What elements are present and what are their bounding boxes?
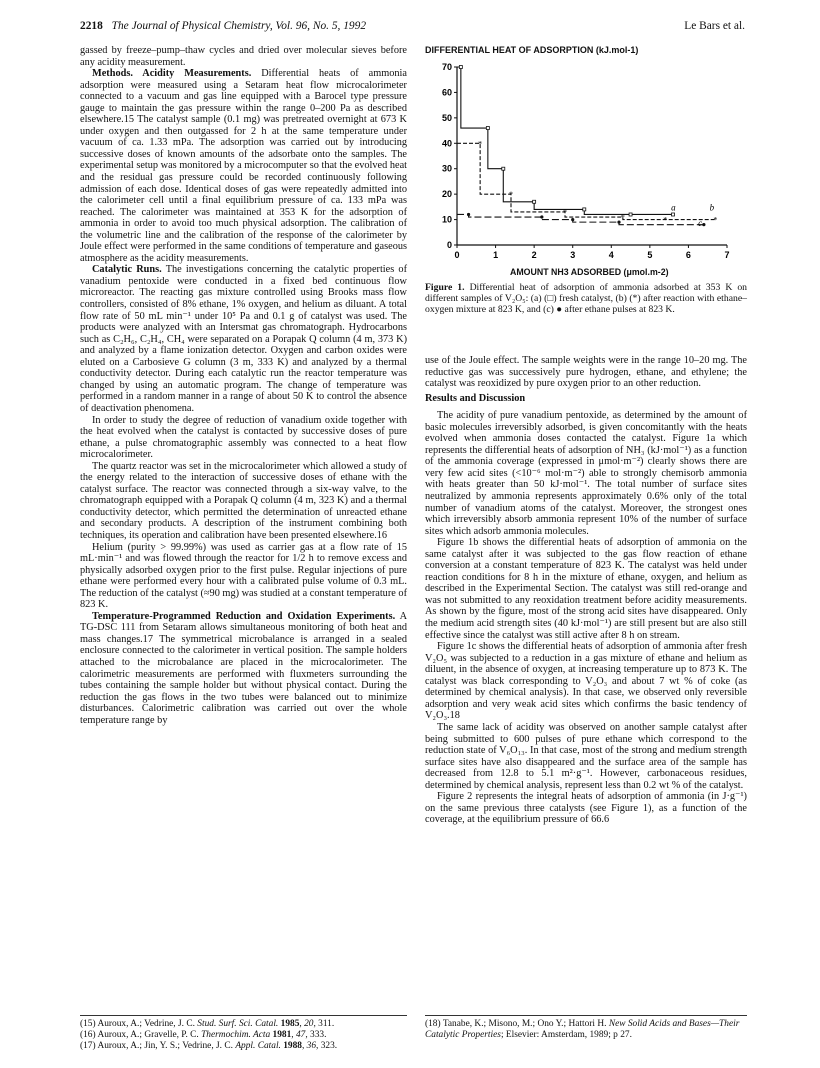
footnote: (16) Auroux, A.; Gravelle, P. C. Thermochim. Acta 1981, 47, 333. [80, 1030, 327, 1040]
data-point [502, 167, 505, 170]
paragraph: The quartz reactor was set in the microcalorimeter which allowed a study of the energy related to the interaction of successive doses of ethane with the catalyst surface. The reactor was connected through a six-way valve, to the chromatograph equipped with a Porapak Q column (4 m, 323 K) and a thermal conductivity detector, which permitted the determination of unreacted ethane and secondary products. A description of the instrument combining both techniques, its operation and calibration have been presented elsewhere.16 [80, 460, 407, 541]
paragraph-catalytic [80, 264, 407, 414]
figure-1-chart [425, 45, 750, 280]
chart-title: DIFFERENTIAL HEAT OF ADSORPTION (kJ.mol-1) [425, 45, 639, 55]
data-point: * [563, 207, 567, 217]
footnote-rule [425, 1015, 747, 1016]
x-tick-label: 0 [454, 250, 460, 260]
x-tick-label: 6 [685, 250, 691, 260]
footnote-volume: 36 [306, 1041, 317, 1051]
paragraph: Figure 1c shows the differential heats of adsorption of ammonia after fresh V₂O₅ was subjected to a reduction in a gas mixture of ethane and helium as diluent, in the absence of oxygen, at increasing temperature up to 873 K. The catalyst was black corresponding to V₂O₃ and about 7 wt % of coke (as determined by chemical analysis). In that case, we observed only reversible adsorption and very weak acid sites which confirms the basic tendency of V₂O₃.18 [425, 641, 747, 722]
footnote-book-title: New Solid Acids and Bases—Their Catalytic Properties [425, 1019, 740, 1040]
footnote-page: 323. [320, 1041, 338, 1051]
data-point [702, 223, 705, 226]
footnote-authors: Tanabe, K.; Misono, M.; Ono Y.; Hattori H. [442, 1019, 607, 1029]
right-column [425, 355, 747, 826]
left-column [80, 45, 407, 726]
x-axis-label: AMOUNT NH3 ADSORBED (μmol.m-2) [510, 267, 669, 277]
data-point [629, 213, 632, 216]
footnotes-right [425, 1015, 747, 1041]
data-point [583, 208, 586, 211]
paragraph: gassed by freeze–pump–thaw cycles and dried over molecular sieves before any acidity measurement. [80, 45, 407, 68]
chart-svg [425, 45, 750, 280]
page-header [80, 20, 745, 36]
caption-label: Figure 1. [425, 282, 465, 293]
footnote-volume: 20 [304, 1019, 314, 1029]
footnote-page: 311. [318, 1019, 335, 1029]
footnote [425, 1019, 747, 1041]
run-in-heading: Temperature-Programmed Reduction and Oxidation Experiments. [92, 610, 396, 622]
paragraph: Figure 1b shows the differential heats of adsorption of ammonia on the same catalyst after it was subjected to the gas flow reaction of ethane conversion at a constant temperature of 823 K. The catalyst was held under reaction conditions for 8 h in the mixture of ethane, oxygen, and helium as described in the Experimental Section. The catalyst was still red-orange and was not submitted to any reoxidation treatment before acidity measurements. As shown by the figure, most of the strong acid sites have disappeared. Only the medium acid strength sites (40 kJ·mol⁻¹) are still present but are also still effective since the catalyst was still active after 8 h on stream. [425, 537, 747, 641]
y-tick-label: 20 [441, 189, 452, 200]
x-tick-label: 7 [724, 250, 730, 260]
x-tick-label: 5 [647, 250, 653, 260]
x-tick-label: 3 [570, 250, 576, 260]
section-heading: Results and Discussion [425, 392, 526, 404]
x-tick-label: 4 [608, 250, 614, 260]
figure-caption [425, 282, 747, 315]
paragraph: Helium (purity > 99.99%) was used as carrier gas at a flow rate of 15 mL·min⁻¹ and was flowed through the reactor for 1/2 h to remove excess and physically adsorbed oxygen prior to the first pulse. Regular injections of pure ethane were performed every hour with a calibrated pulse volume of 0.3 mL. The reduction of the catalyst (≈90 mg) was studied at a constant temperature of 823 K. [80, 541, 407, 611]
footnote-year: 1988 [283, 1041, 302, 1051]
series-annotation-label: a [671, 202, 676, 213]
y-tick-label: 0 [446, 240, 452, 250]
footnote-publisher: ; Elsevier: Amsterdam, 1989; p 27. [500, 1030, 632, 1040]
y-tick-label: 70 [441, 62, 452, 72]
caption-text: Differential heat of adsorption of ammonia adsorbed at 353 K on different samples of V₂O₅: (a) (□) fresh catalyst, (b) (*) after reaction with ethane–oxygen mixture at 823 K, and (c) ● after ethane pulses at 823 K. [425, 282, 748, 315]
page-number: 2218 [80, 20, 103, 32]
footnote-volume: 47 [295, 1030, 306, 1040]
footnote-year: 1981 [272, 1030, 292, 1040]
journal-citation: The Journal of Physical Chemistry, Vol. 96, No. 5, 1992 [111, 20, 367, 32]
paragraph-text: Differential heats of ammonia adsorption were measured using a Setaram heat flow microcalorimeter connected to a vacuum and gas line equipped with a Barocel type pressure gauge to maintain the gas pressure within the range 0–200 Pa as described elsewhere.15 The catalyst sample (0.1 mg) was pretreated overnight at 673 K under oxygen and then outgassed for 2 h at the same temperature under vacuum of ca. 1.33 mPa. The adsorption was carried out by introducing successive doses of known amounts of the adsorbate onto the samples. The experimental setup was monitored by a microcomputer so that the evolved heat and the residual gas pressure could be recorded continuously following admission of each dose. Identical doses of gas were repeatedly admitted into the calorimeter cell until a final equilibrium pressure of ca. 133 mPa was reached. The calorimeter was maintained at 353 K for the adsorption of ammonia in order to avoid too much physical adsorption. The calibration of the volumetric line and the calibration of the response of the calorimeter by Joule effect were performed in the same conditions of temperature and gaseous atmosphere as the acidity measurements. [80, 68, 407, 264]
y-tick-label: 50 [441, 112, 452, 123]
footnote-page: 333. [310, 1030, 327, 1040]
paragraph: Figure 2 represents the integral heats of adsorption of ammonia (in J·g⁻¹) on the same previous three catalysts (see Figure 1), as a function of the coverage, at the equilibrium pressure of 66.6 [425, 791, 747, 826]
series-annotation-label: b [709, 202, 715, 213]
footnote-journal: Appl. Catal. [235, 1041, 281, 1051]
data-point: * [478, 139, 483, 149]
data-point [467, 213, 470, 216]
paragraph-tpr [80, 611, 407, 726]
series-line-b [457, 143, 715, 219]
data-point [571, 218, 574, 221]
data-point [486, 127, 489, 130]
paragraph: use of the Joule effect. The sample weights were in the range 10–20 mg. The reductive gas was successively pure hydrogen, ethane, and ethylene; the catalyst was reoxidized by pure oxygen prior to an other reduction. [425, 355, 747, 390]
footnote-authors: Auroux, A.; Vedrine, J. C. [97, 1019, 195, 1029]
data-point [617, 221, 620, 224]
footnote-number: (18) [425, 1019, 441, 1029]
footnote: (17) Auroux, A.; Jin, Y. S.; Vedrine, J. C. Appl. Catal. 1988, 36, 323. [80, 1041, 338, 1051]
y-tick-label: 30 [441, 163, 452, 174]
data-point [459, 66, 462, 69]
x-tick-label: 2 [531, 250, 537, 260]
footnote-journal: Thermochim. Acta [201, 1030, 271, 1040]
footnote-number: (15) [80, 1019, 96, 1029]
x-tick-label: 1 [493, 250, 499, 260]
series-annotation-label: c [698, 217, 703, 228]
paragraph-methods [80, 68, 407, 264]
footnote: (15) Auroux, A.; Vedrine, J. C. Stud. Surf. Sci. Catal. 1985, 20, 311. [80, 1019, 335, 1029]
footnotes-left [80, 1015, 407, 1052]
data-point: * [509, 190, 513, 200]
footnote-authors: Auroux, A.; Jin, Y. S.; Vedrine, J. C. [97, 1041, 233, 1051]
paragraph: The same lack of acidity was observed on another sample catalyst after being submitted to 600 pulses of pure ethane which correspond to the reduction state of V₆O₁₃. In that case, most of the strong and medium strength surface sites have also disappeared and the surface area of the sample has decreased from 12.8 to 5.1 m²·g⁻¹. However, carbonaceous residues, determined by chemical analysis, represent less than 0.2 wt % of the catalyst. [425, 721, 747, 791]
paragraph-text: The investigations concerning the catalytic properties of vanadium pentoxide were conducted in a fixed bed continuous flow microreactor. The reacting gas mixture controlled using Brooks mass flow controllers, consisted of 8% ethane, 1% oxygen, and helium as diluant. A total flow rate of 50 mL min⁻¹ under 10⁵ Pa and 0.1 g of catalyst was used. The products were analyzed with an Intersmat gas chromatograph. Hydrocarbons such as C₂H₆, C₂H₄, CH₄ were separated on a Porapak Q column (4 m, 373 K) and analyzed by a flame ionization detector. Oxygen and carbon oxides were eluted on a Carbosieve G column (3 m, 333 K) and analyzed by a thermal conductivity detector. During each catalytic run the reactor temperature was changed by using an automatic program. The change of temperature was performed in a random manner in a range of about 50 K to control the absence of deactivation phenomena. [80, 264, 408, 414]
data-point: * [620, 213, 625, 223]
data-point: * [663, 215, 668, 225]
running-head: Le Bars et al. [684, 20, 745, 32]
footnote-year: 1985 [280, 1019, 300, 1029]
y-tick-label: 10 [441, 214, 452, 225]
footnote-number: (17) [80, 1041, 96, 1051]
run-in-heading: Catalytic Runs. [92, 264, 162, 276]
paragraph: The acidity of pure vanadium pentoxide, as determined by the amount of basic molecules irreversibly adsorbed, is given concomitantly with the heats evolved when ammonia doses contacted the catalyst. Figure 1a which represents the differential heats of adsorption of NH₃ (kJ·mol⁻¹) as a function of the ammonia coverage (expressed in μmol·m⁻²) clearly shows there are very few acid sites (<10⁻⁶ mol·m⁻²) able to strongly chemisorb ammonia with heats greater than 50 kJ·mol⁻¹. The total number of surface sites neutralized by ammonia represents approximately 0.6% only of the total number of vanadium atoms of the catalyst. Moreover, the strongest ones which irreversibly absorb ammonia represent 10% of the number of surface sites which adsorb ammonia molecules. [425, 410, 747, 537]
data-point [540, 215, 543, 218]
footnote-journal: Stud. Surf. Sci. Catal. [197, 1019, 279, 1029]
footnote-number: (16) [80, 1030, 96, 1040]
paragraph-text: A TG-DSC 111 from Setaram allows simultaneous monitoring of both heat and mass changes.17 The symmetrical microbalance is arranged in a sealed enclosure connected to the calorimeter in vertical position. The sample holders attached to the microbalance are placed in the microcalorimeter. The calorimetric measurements are performed with fluxmeters surrounding the tubes containing the sample holder but without physical contact. During the reduction the gas flows in the two tubes were balanced out to minimize disturbances. Calorimetric calibration was carried out over the whole temperature range by [80, 610, 407, 726]
series-line-a [457, 67, 673, 214]
data-point: * [713, 215, 718, 225]
paragraph: In order to study the degree of reduction of vanadium oxide together with the heat evolved when the catalyst is contacted by successive doses of pure ethane, a pulse chromatographic assembly was connected to a heat flow microcalorimeter. [80, 414, 407, 461]
run-in-heading: Methods. Acidity Measurements. [92, 68, 252, 80]
data-point [533, 200, 536, 203]
y-tick-label: 40 [441, 138, 452, 149]
y-tick-label: 60 [441, 87, 452, 98]
footnote-authors: Auroux, A.; Gravelle, P. C. [97, 1030, 199, 1040]
data-point [672, 213, 675, 216]
footnote-rule [80, 1015, 407, 1016]
